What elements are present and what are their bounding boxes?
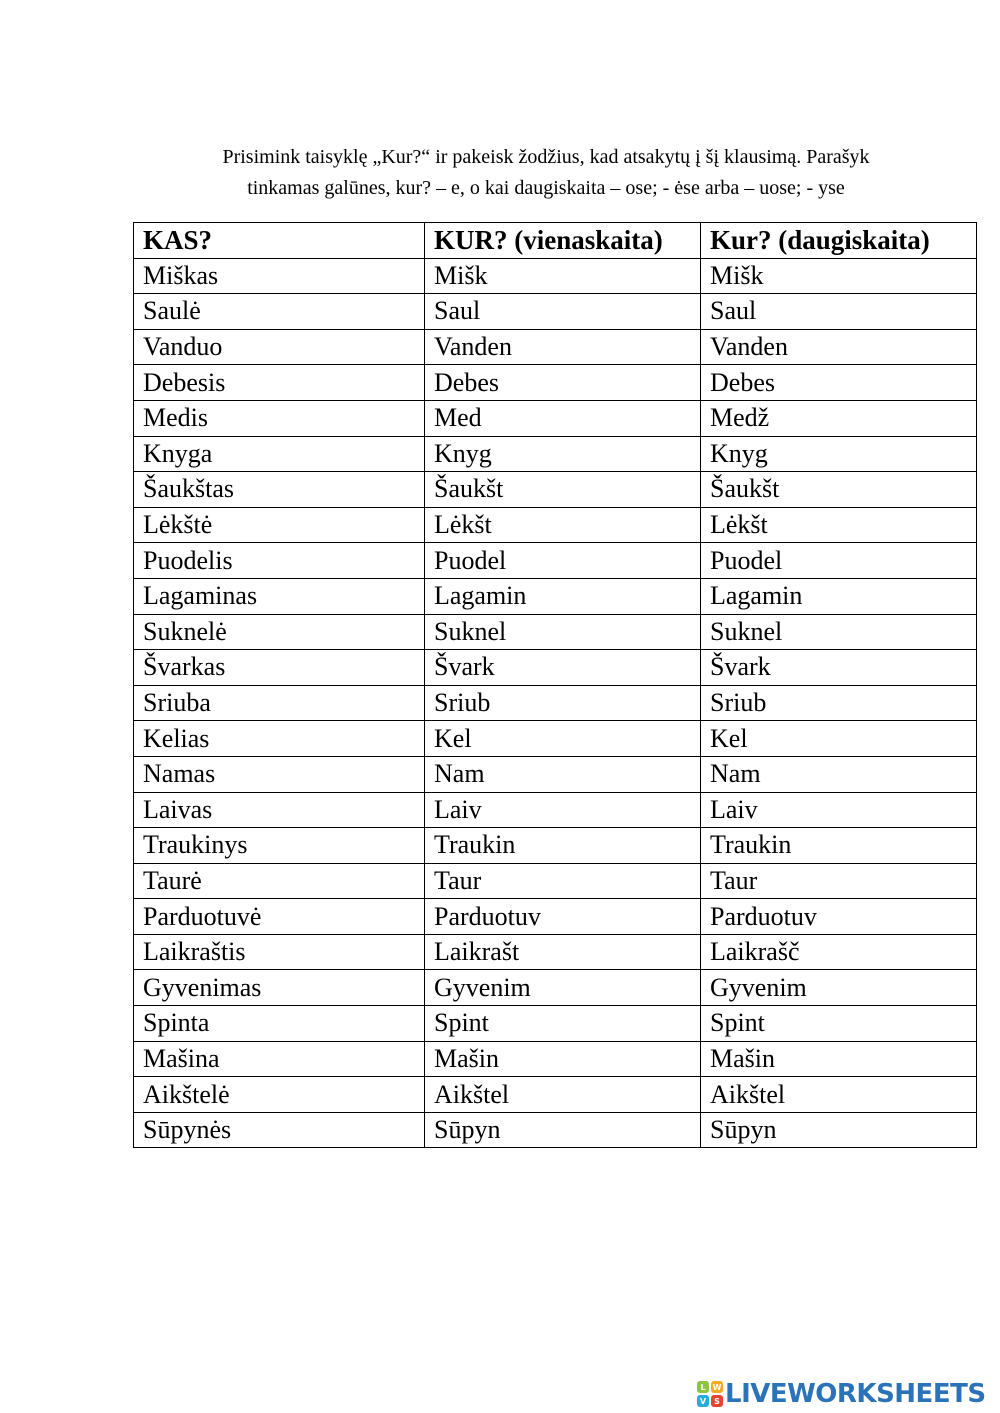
kur-singular-cell[interactable]: Gyvenim (425, 970, 701, 1006)
table-row (134, 1041, 977, 1077)
kur-plural-cell[interactable]: Nam (701, 756, 977, 792)
kas-cell: Laivas (134, 792, 425, 828)
kur-singular-cell[interactable]: Lėkšt (425, 507, 701, 543)
table-row (134, 472, 977, 508)
table-row (134, 970, 977, 1006)
table-row (134, 1112, 977, 1148)
kur-singular-cell[interactable]: Debes (425, 365, 701, 401)
table-row (134, 507, 977, 543)
kur-singular-cell[interactable]: Mišk (425, 258, 701, 294)
instructions-line-2: tinkamas galūnes, kur? – e, o kai daugiskaita – ose; - ėse arba – uose; - yse (247, 177, 845, 199)
header-kas: KAS? (134, 223, 425, 259)
kas-cell: Miškas (134, 258, 425, 294)
kas-cell: Lagaminas (134, 578, 425, 614)
instructions (100, 142, 992, 204)
kur-singular-cell[interactable]: Šaukšt (425, 472, 701, 508)
table-row (134, 578, 977, 614)
table-row (134, 1006, 977, 1042)
kur-singular-cell[interactable]: Parduotuv (425, 899, 701, 935)
instructions-line-1: Prisimink taisyklę „Kur?“ ir pakeisk žodžius, kad atsakytų į šį klausimą. Parašyk (222, 146, 870, 168)
kur-plural-cell[interactable]: Švark (701, 650, 977, 686)
kas-cell: Saulė (134, 294, 425, 330)
kas-cell: Traukinys (134, 828, 425, 864)
logo-letter-l: L (697, 1381, 709, 1393)
kur-plural-cell[interactable]: Gyvenim (701, 970, 977, 1006)
header-kur-singular: KUR? (vienaskaita) (425, 223, 701, 259)
table-row (134, 934, 977, 970)
logo-letter-w: W (712, 1382, 722, 1392)
kur-plural-cell[interactable]: Mišk (701, 258, 977, 294)
kur-singular-cell[interactable]: Suknel (425, 614, 701, 650)
kas-cell: Gyvenimas (134, 970, 425, 1006)
kas-cell: Parduotuvė (134, 899, 425, 935)
kur-plural-cell[interactable]: Suknel (701, 614, 977, 650)
kur-plural-cell[interactable]: Saul (701, 294, 977, 330)
kas-cell: Medis (134, 400, 425, 436)
kur-plural-cell[interactable]: Aikštel (701, 1077, 977, 1113)
kur-singular-cell[interactable]: Lagamin (425, 578, 701, 614)
table-row (134, 863, 977, 899)
table-row (134, 1077, 977, 1113)
kur-singular-cell[interactable]: Knyg (425, 436, 701, 472)
kas-cell: Lėkštė (134, 507, 425, 543)
table-header-row (134, 223, 977, 259)
table-row (134, 650, 977, 686)
kur-plural-cell[interactable]: Traukin (701, 828, 977, 864)
kur-singular-cell[interactable]: Sūpyn (425, 1112, 701, 1148)
kur-singular-cell[interactable]: Traukin (425, 828, 701, 864)
header-kur-plural: Kur? (daugiskaita) (701, 223, 977, 259)
table-row (134, 400, 977, 436)
kas-cell: Sriuba (134, 685, 425, 721)
kur-plural-cell[interactable]: Parduotuv (701, 899, 977, 935)
table-row (134, 258, 977, 294)
kas-cell: Debesis (134, 365, 425, 401)
kur-singular-cell[interactable]: Med (425, 400, 701, 436)
kur-singular-cell[interactable]: Taur (425, 863, 701, 899)
kur-plural-cell[interactable]: Lagamin (701, 578, 977, 614)
table-row (134, 685, 977, 721)
kas-cell: Suknelė (134, 614, 425, 650)
table-row (134, 436, 977, 472)
kur-plural-cell[interactable]: Laikrašč (701, 934, 977, 970)
kur-singular-cell[interactable]: Laikrašt (425, 934, 701, 970)
kur-singular-cell[interactable]: Nam (425, 756, 701, 792)
table-row (134, 365, 977, 401)
kur-singular-cell[interactable]: Spint (425, 1006, 701, 1042)
kur-plural-cell[interactable]: Šaukšt (701, 472, 977, 508)
table-row (134, 756, 977, 792)
kas-cell: Knyga (134, 436, 425, 472)
kas-cell: Sūpynės (134, 1112, 425, 1148)
kur-plural-cell[interactable]: Sriub (701, 685, 977, 721)
kur-plural-cell[interactable]: Debes (701, 365, 977, 401)
table-row (134, 543, 977, 579)
kas-cell: Švarkas (134, 650, 425, 686)
kur-singular-cell[interactable]: Vanden (425, 329, 701, 365)
kur-plural-cell[interactable]: Mašin (701, 1041, 977, 1077)
kas-cell: Šaukštas (134, 472, 425, 508)
kur-plural-cell[interactable]: Medž (701, 400, 977, 436)
table-row (134, 792, 977, 828)
kas-cell: Puodelis (134, 543, 425, 579)
logo-letter-v: V (697, 1395, 709, 1407)
kur-singular-cell[interactable]: Kel (425, 721, 701, 757)
table-row (134, 294, 977, 330)
kur-singular-cell[interactable]: Saul (425, 294, 701, 330)
table-row (134, 828, 977, 864)
table-row (134, 614, 977, 650)
liveworksheets-logo (697, 1378, 986, 1410)
kur-singular-cell[interactable]: Puodel (425, 543, 701, 579)
kas-cell: Spinta (134, 1006, 425, 1042)
kur-plural-cell[interactable]: Knyg (701, 436, 977, 472)
kur-plural-cell[interactable]: Spint (701, 1006, 977, 1042)
liveworksheets-logo-icon (697, 1381, 723, 1407)
kas-cell: Taurė (134, 863, 425, 899)
kur-singular-cell[interactable]: Švark (425, 650, 701, 686)
kur-plural-cell[interactable]: Puodel (701, 543, 977, 579)
kas-cell: Aikštelė (134, 1077, 425, 1113)
kas-cell: Mašina (134, 1041, 425, 1077)
kur-plural-cell[interactable]: Taur (701, 863, 977, 899)
kas-cell: Namas (134, 756, 425, 792)
logo-letter-s: S (711, 1395, 723, 1407)
kur-singular-cell[interactable]: Sriub (425, 685, 701, 721)
kur-plural-cell[interactable]: Lėkšt (701, 507, 977, 543)
kur-plural-cell[interactable]: Kel (701, 721, 977, 757)
kur-plural-cell[interactable]: Sūpyn (701, 1112, 977, 1148)
kur-plural-cell[interactable]: Vanden (701, 329, 977, 365)
worksheet-table (133, 222, 977, 1148)
table-row (134, 329, 977, 365)
kas-cell: Vanduo (134, 329, 425, 365)
liveworksheets-brand-name: LIVEWORKSHEETS (725, 1379, 986, 1409)
kur-singular-cell[interactable]: Laiv (425, 792, 701, 828)
table-row (134, 721, 977, 757)
kur-singular-cell[interactable]: Aikštel (425, 1077, 701, 1113)
kur-plural-cell[interactable]: Laiv (701, 792, 977, 828)
kur-singular-cell[interactable]: Mašin (425, 1041, 701, 1077)
kas-cell: Kelias (134, 721, 425, 757)
table-body (134, 258, 977, 1148)
table-row (134, 899, 977, 935)
kas-cell: Laikraštis (134, 934, 425, 970)
